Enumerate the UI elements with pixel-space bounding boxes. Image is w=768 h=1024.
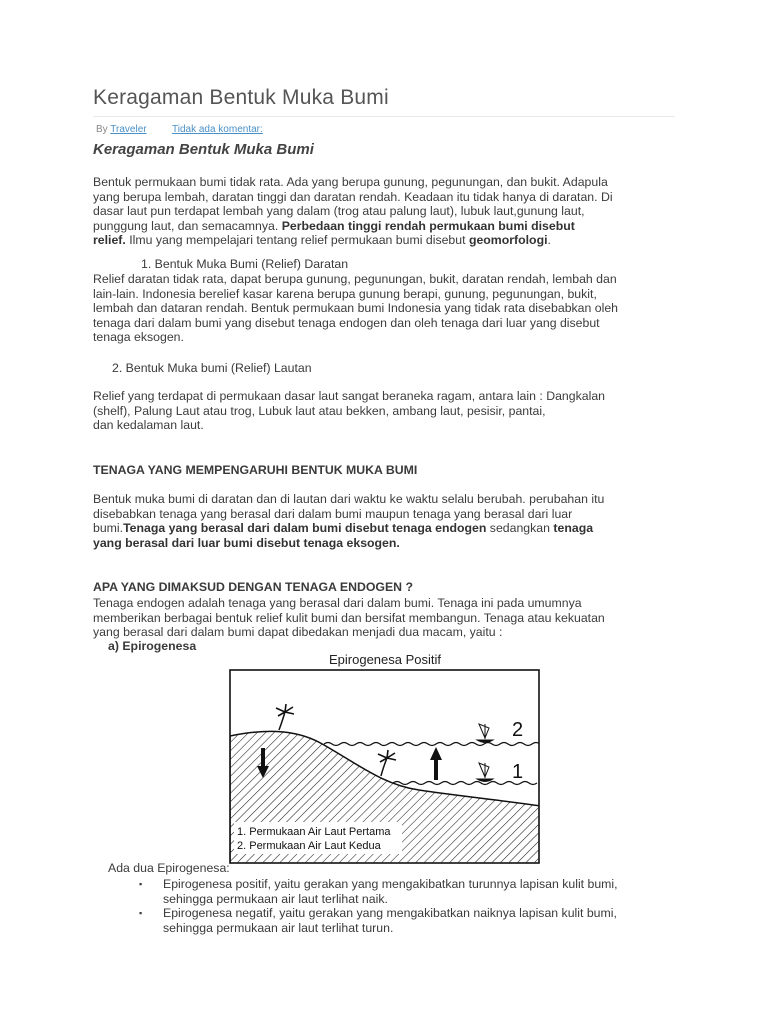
endogen-heading: APA YANG DIMAKSUD DENGAN TENAGA ENDOGEN ?	[93, 580, 413, 594]
post-meta	[96, 124, 263, 135]
epiro-intro: Ada dua Epirogenesa:	[108, 861, 230, 875]
legend-2: 2. Permukaan Air Laut Kedua	[237, 840, 381, 852]
bullet-icon: ▪	[139, 908, 143, 918]
label-1: 1	[512, 761, 524, 783]
bullet-epiro-negatif: ▪ Epirogenesa negatif, yaitu gerakan yang mengakibatkan naiknya lapisan kulit bumi, sehingga permukaan air laut terlihat turun.	[139, 906, 617, 935]
endogen-paragraph: Tenaga endogen adalah tenaga yang berasal dari dalam bumi. Tenaga ini pada umumnya memberikan berbagai bentuk relief kulit bumi dan bersifat membangun. Tenaga atau kekuatan yang berasal dari dalam bumi dapat dibedakan menjadi dua macam, yaitu :	[93, 596, 605, 640]
comments-link[interactable]: Tidak ada komentar:	[171, 124, 263, 135]
list-item-lautan: 2. Bentuk Muka bumi (Relief) Lautan	[112, 361, 312, 375]
epirogenesa-subheading: a) Epirogenesa	[108, 639, 197, 653]
page-title: Keragaman Bentuk Muka Bumi	[93, 86, 389, 109]
daratan-paragraph: Relief daratan tidak rata, dapat berupa gunung, pegunungan, bukit, daratan rendah, lembah dan lain-lain. Indonesia berelief kasar karena berupa gunung berapi, gunung, pegunungan, bukit, lembah dan dataran rendah. Bentuk permukaan bumi Indonesia yang tidak rata disebabkan oleh tenaga dari dalam bumi yang disebut tenaga endogen dan oleh tenaga dari luar yang disebut tenaga eksogen.	[93, 272, 619, 345]
author-link[interactable]: Traveler	[110, 124, 147, 135]
title-divider	[93, 116, 675, 117]
lautan-paragraph: Relief yang terdapat di permukaan dasar laut sangat beraneka ragam, antara lain : Dangkalan (shelf), Palung Laut atau trog, Lubuk laut atau bekken, ambang laut, pesisir, pantai, dan kedalaman laut.	[93, 389, 606, 433]
by-label: By	[96, 124, 108, 135]
post-subtitle: Keragaman Bentuk Muka Bumi	[93, 141, 314, 158]
bullet-epiro-positif: ▪ Epirogenesa positif, yaitu gerakan yang mengakibatkan turunnya lapisan kulit bumi, sehingga permukaan air laut terlihat naik.	[139, 877, 618, 906]
list-item-daratan: 1. Bentuk Muka Bumi (Relief) Daratan	[141, 257, 349, 271]
label-2: 2	[512, 719, 524, 741]
legend-1: 1. Permukaan Air Laut Pertama	[237, 826, 391, 838]
tenaga-paragraph: Bentuk muka bumi di daratan dan di lautan dari waktu ke waktu selalu berubah. perubahan itu disebabkan tenaga yang berasal dari dalam bumi maupun tenaga yang berasal dari luar bumi.Tenaga yang berasal dari dalam bumi disebut tenaga endogen sedangkan tenaga yang berasal dari luar bumi disebut tenaga eksogen.	[93, 492, 605, 550]
epirogenesa-diagram	[229, 650, 541, 866]
figure-title: Epirogenesa Positif	[328, 652, 442, 667]
intro-paragraph: Bentuk permukaan bumi tidak rata. Ada yang berupa gunung, pegunungan, dan bukit. Adapula yang berupa lembah, daratan tinggi dan daratan rendah. Keadaan itu tidak hanya di daratan. Di dasar laut pun terdapat lembah yang dalam (trog atau palung laut), lubuk laut,gunung laut, punggung laut, dan semacamnya. Perbedaan tinggi rendah permukaan bumi disebut relief. Ilmu yang mempelajari tentang relief permukaan bumi disebut geomorfologi.	[93, 175, 613, 248]
bullet-icon: ▪	[139, 879, 143, 889]
tenaga-heading: TENAGA YANG MEMPENGARUHI BENTUK MUKA BUMI	[93, 463, 418, 477]
